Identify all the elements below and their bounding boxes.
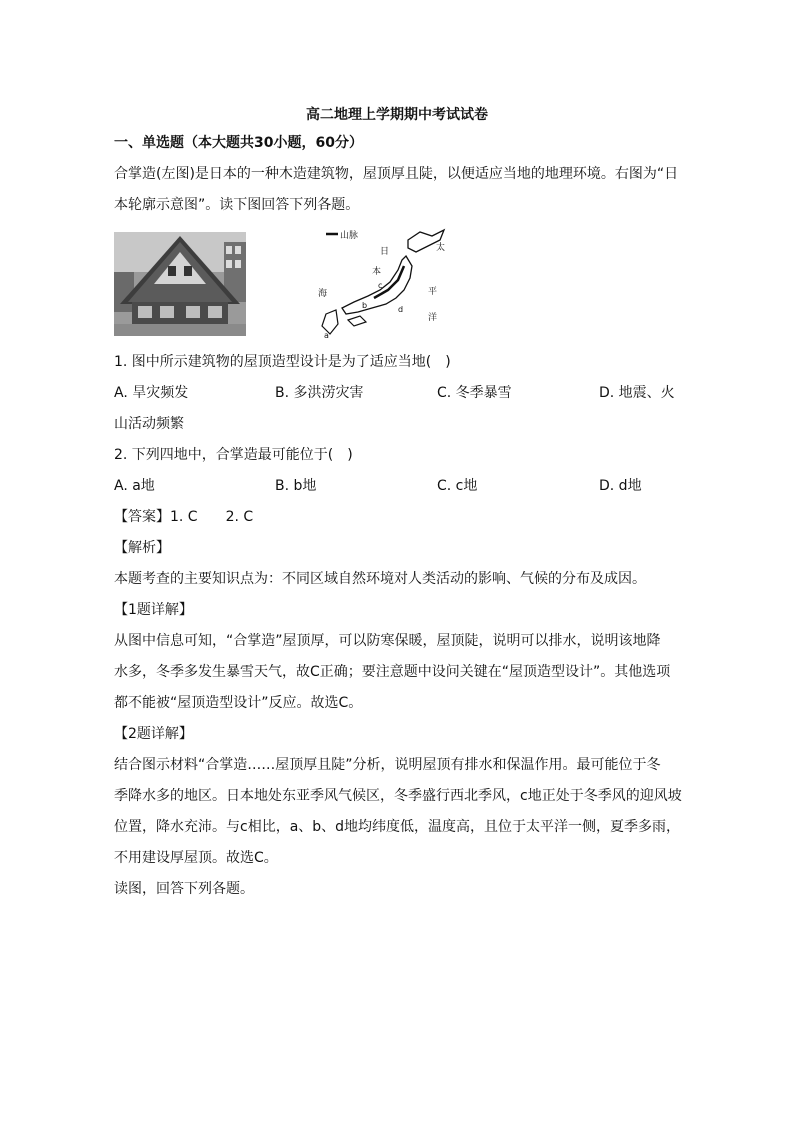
point-b: b [362,301,368,310]
question-1-stem: 1. 图中所示建筑物的屋顶造型设计是为了适应当地( ) [114,354,451,370]
analysis-text: 本题考查的主要知识点为：不同区域自然环境对人类活动的影响、气候的分布及成因。 [114,571,646,587]
ocean-label-2: 平 [428,287,438,297]
q1-option-d-continued: 山活动频繁 [114,416,184,432]
q2-option-a: A. a地 [114,478,155,494]
sea-label-3: 海 [318,289,328,299]
detail-2-line-4: 不用建设厚屋顶。故选C。 [114,850,278,866]
answer-line: 【答案】1. C 2. C [114,509,254,525]
gassho-house-photo [114,232,246,336]
detail-1-line-2: 水多，冬季多发生暴雪天气，故C正确；要注意题中设问关键在“屋顶造型设计”。其他选项 [114,664,671,680]
legend-label: 山脉 [340,231,359,241]
detail-1-line-3: 都不能被“屋顶造型设计”反应。故选C。 [114,695,363,711]
detail-2-line-1: 结合图示材料“合掌造……屋顶厚且陡”分析，说明屋顶有排水和保温作用。最可能位于冬 [114,757,661,773]
point-d: d [398,305,404,314]
detail-2-line-2: 季降水多的地区。日本地处东亚季风气候区，冬季盛行西北季风，c地正处于冬季风的迎风坡 [114,788,682,804]
q2-option-c: C. c地 [437,478,478,494]
q1-option-d: D. 地震、火 [599,385,675,401]
detail-1-heading: 【1题详解】 [114,602,193,618]
q2-option-b: B. b地 [275,478,317,494]
japan-outline-map [312,226,462,340]
point-a: a [324,331,329,340]
q1-option-b: B. 多洪涝灾害 [275,385,364,401]
section-heading: 一、单选题（本大题共30小题，60分） [114,135,363,151]
q2-option-d: D. d地 [599,478,642,494]
detail-2-heading: 【2题详解】 [114,726,193,742]
sea-label-1: 日 [380,247,390,257]
ocean-label-3: 洋 [428,313,438,323]
detail-2-line-3: 位置，降水充沛。与c相比，a、b、d地均纬度低，温度高，且位于太平洋一侧，夏季多雨， [114,819,681,835]
ocean-label-1: 太 [436,243,446,253]
question-2-stem: 2. 下列四地中，合掌造最可能位于( ) [114,447,353,463]
sea-label-2: 本 [372,267,382,277]
analysis-heading: 【解析】 [114,540,170,556]
q1-option-a: A. 旱灾频发 [114,385,189,401]
detail-1-line-1: 从图中信息可知，“合掌造”屋顶厚，可以防寒保暖，屋顶陡，说明可以排水，说明该地降 [114,633,661,649]
closing-instruction: 读图，回答下列各题。 [114,881,254,897]
q1-option-c: C. 冬季暴雪 [437,385,512,401]
point-c: c [378,281,383,290]
intro-line-2: 本轮廓示意图”。读下图回答下列各题。 [114,197,360,213]
page-title: 高二地理上学期期中考试试卷 [306,107,488,123]
intro-line-1: 合掌造(左图)是日本的一种木造建筑物，屋顶厚且陡，以便适应当地的地理环境。右图为“日 [114,166,679,182]
